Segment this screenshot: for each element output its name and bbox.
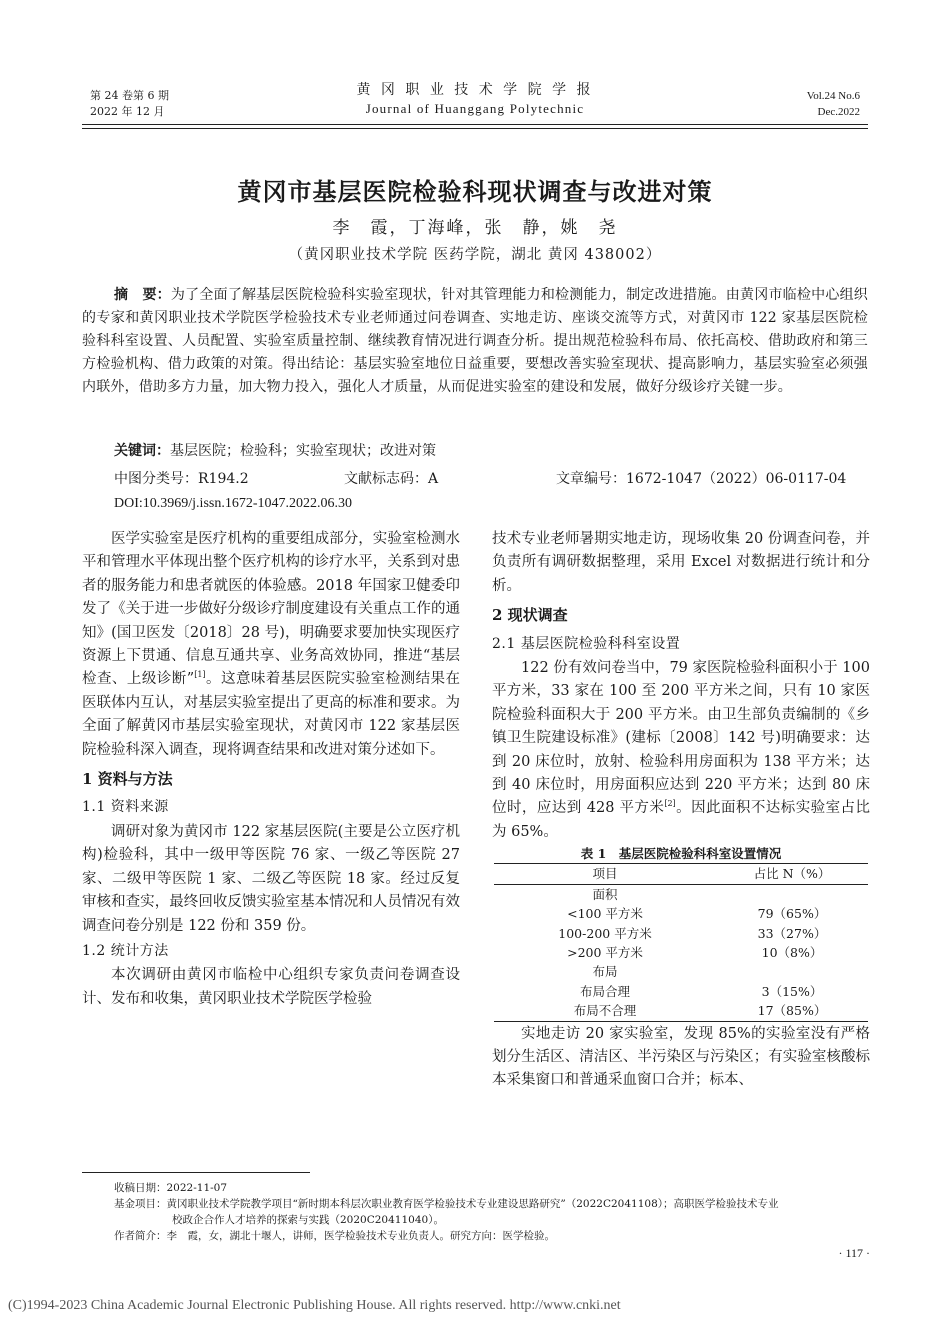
intro-text-b: 。这意味着基层医院实验室检测结果在医联体内互认，对基层实验室提出了更高的标准和要求。为全面了解黄冈市基层实验室现状，对黄冈市 122 家基层医院检验科深入调查，现将调查结果和改进对策分述如下。 <box>82 671 461 758</box>
received-date: 收稿日期：2022-11-07 <box>114 1182 228 1194</box>
author-bio: 作者简介：李 霞，女，湖北十堰人，讲师，医学检验技术专业负责人。研究方向：医学检验。 <box>114 1230 555 1242</box>
intro-text-a: 医学实验室是医疗机构的重要组成部分，实验室检测水平和管理水平体现出整个医疗机构的诊疗水平，关系到对患者的服务能力和患者就医的体验感。2018 年国家卫健委印发了《关于进一步做好分级诊疗制度建设有关重点工作的通知》(国卫医发〔2018〕28 号)，明确要求要加快实现医疗资源上下贯通、信息互通共享、业务高效协同，推进“基层检查、上级诊断” <box>82 531 460 688</box>
abstract-label: 摘 要： <box>114 287 171 303</box>
article-number: 文章编号：1672-1047（2022）06-0117-04 <box>556 471 847 487</box>
right-column <box>492 528 870 1093</box>
article-title: 黄冈市基层医院检验科现状调查与改进对策 <box>237 177 713 206</box>
table-cell-item: <100 平方米 <box>567 906 643 922</box>
paragraph-2-1-text-a: 122 份有效问卷当中，79 家医院检验科面积小于 100 平方米，33 家在 100 至 200 平方米之间，只有 10 家医院检验科面积大于 200 平方米。由卫生部负责编制的《乡镇卫生院建设标准》(建标〔2008〕142 号)明确要求：达到 20 床位时，放射、检验科用房面积为 138 平方米；达到 40 床位时，用房面积应达到 220 平方米；达到 80 床位时，应达到 428 平方米 <box>492 660 870 817</box>
subsection-heading-2-1: 2.1 基层医院检验科科室设置 <box>492 635 681 652</box>
table-row <box>494 884 868 904</box>
article-affiliation: （黄冈职业技术学院 医药学院，湖北 黄冈 438002） <box>288 247 662 263</box>
date-label-en: Dec.2022 <box>817 106 860 118</box>
copyright-notice: (C)1994-2023 China Academic Journal Electronic Publishing House. All rights reserved. http://www.cnki.net <box>8 1298 621 1313</box>
table-1 <box>494 863 868 1021</box>
article-authors: 李 霞，丁海峰，张 静，姚 尧 <box>332 218 618 238</box>
document-code: 文献标志码：A <box>344 471 439 487</box>
fund-info: 基金项目：黄冈职业技术学院教学项目“新时期本科层次职业教育医学检验技术专业建设思路研究”（2022C2041108）；高职医学检验技术专业 <box>114 1198 779 1210</box>
table-cell-item: 布局不合理 <box>573 1003 637 1019</box>
table-cell-item: 100-200 平方米 <box>558 925 652 941</box>
footnote-rule <box>82 1172 310 1173</box>
subsection-heading-1-2: 1.2 统计方法 <box>82 942 169 959</box>
table-header-row <box>494 864 868 884</box>
issue-label: 第 24 卷第 6 期 <box>90 89 169 102</box>
subsection-heading-1-1: 1.1 资料来源 <box>82 799 169 816</box>
table-cell-ratio: 33（27%） <box>757 925 827 941</box>
paragraph-1-1: 调研对象为黄冈市 122 家基层医院(主要是公立医疗机构)检验科，其中一级甲等医院 76 家、一级乙等医院 27 家、二级甲等医院 1 家、二级乙等医院 18 家。经过反复审核和查实，最终回收反馈实验室基本情况和人员情况有效调查问卷分别是 122 份和 359 份。 <box>82 823 460 934</box>
table-cell-item: >200 平方米 <box>567 944 643 960</box>
keywords-text: 基层医院；检验科；实验室现状；改进对策 <box>170 443 436 459</box>
table-cell-item: 面积 <box>592 886 618 902</box>
fund-info-continued: 校政企合作人才培养的探索与实践（2020C20411040）。 <box>172 1214 444 1226</box>
footnotes <box>114 1180 870 1244</box>
table-cell-item: 布局合理 <box>579 983 630 999</box>
table-row <box>494 1001 868 1021</box>
journal-name-cn: 黄 冈 职 业 技 术 学 院 学 报 <box>356 82 594 98</box>
table-cell-ratio: 17（85%） <box>757 1003 827 1019</box>
table-row <box>494 924 868 943</box>
abstract-text: 为了全面了解基层医院检验科实验室现状，针对其管理能力和检测能力，制定改进措施。由黄冈市临检中心组织的专家和黄冈职业技术学院医学检验技术专业老师通过问卷调查、实地走访、座谈交流等方式，对黄冈市 122 家基层医院检验科科室设置、人员配置、实验室质量控制、继续教育情况进行调查分析。提出规范检验科布局、依托高校、借助政府和第三方检验机构、借力政策的对策。得出结论：基层实验室地位日益重要，要想改善实验室现状、提高影响力，基层实验室必须强内联外，借助多方力量，加大物力投入，强化人才质量，从而促进实验室的建设和发展，做好分级诊疗关键一步。 <box>82 287 869 395</box>
table-cell-ratio: 10（8%） <box>761 944 823 960</box>
citation-2[interactable]: [2] <box>664 799 676 809</box>
running-header-left <box>90 88 169 120</box>
section-heading-1: 1 资料与方法 <box>82 770 173 789</box>
table-cell-ratio: 79（65%） <box>757 906 827 922</box>
table-header-item: 项目 <box>592 866 618 882</box>
left-column <box>82 528 460 1011</box>
paragraph-2-1-text-b: 。因此面积不达标实验室占比为 65%。 <box>492 800 870 840</box>
paragraph-2-1 <box>492 657 870 844</box>
table-cell-ratio: 3（15%） <box>761 983 823 999</box>
table-header-ratio: 占比 N（%） <box>753 866 831 882</box>
table-row <box>494 943 868 962</box>
header-rule-thin <box>82 128 868 129</box>
running-header-right <box>790 88 860 120</box>
table-row <box>494 982 868 1001</box>
table-1-title: 表 1 基层医院检验科科室设置情况 <box>580 846 782 862</box>
table-row <box>494 904 868 923</box>
journal-name-en: Journal of Huanggang Polytechnic <box>365 101 585 116</box>
paragraph-continued: 技术专业老师暑期实地走访，现场收集 20 份调查问卷，并负责所有调研数据整理，采用 Excel 对数据进行统计和分析。 <box>492 531 870 594</box>
clc-number: 中图分类号：R194.2 <box>114 471 249 487</box>
intro-paragraph <box>82 528 460 762</box>
citation-1[interactable]: [1] <box>194 670 206 680</box>
volume-label: Vol.24 No.6 <box>806 90 860 102</box>
keywords <box>114 441 864 461</box>
abstract <box>82 284 868 399</box>
header-rule-thick <box>82 124 868 125</box>
table-row <box>494 962 868 981</box>
paragraph-after-table: 实地走访 20 家实验室，发现 85%的实验室没有严格划分生活区、清洁区、半污染区与污染区；有实验室核酸标本采集窗口和普通采血窗口合并；标本、 <box>492 1025 870 1089</box>
date-label: 2022 年 12 月 <box>90 105 165 118</box>
section-heading-2: 2 现状调查 <box>492 606 568 625</box>
keywords-label: 关键词： <box>114 443 170 459</box>
doi: DOI:10.3969/j.issn.1672-1047.2022.06.30 <box>114 496 352 511</box>
table-cell-item: 布局 <box>592 964 618 980</box>
table-cell-ratio <box>716 884 868 904</box>
paragraph-1-2: 本次调研由黄冈市临检中心组织专家负责问卷调查设计、发布和收集，黄冈职业技术学院医学检验 <box>82 967 460 1007</box>
table-cell-ratio <box>716 962 868 981</box>
journal-name <box>300 80 650 118</box>
page-number: · 117 · <box>838 1246 870 1260</box>
